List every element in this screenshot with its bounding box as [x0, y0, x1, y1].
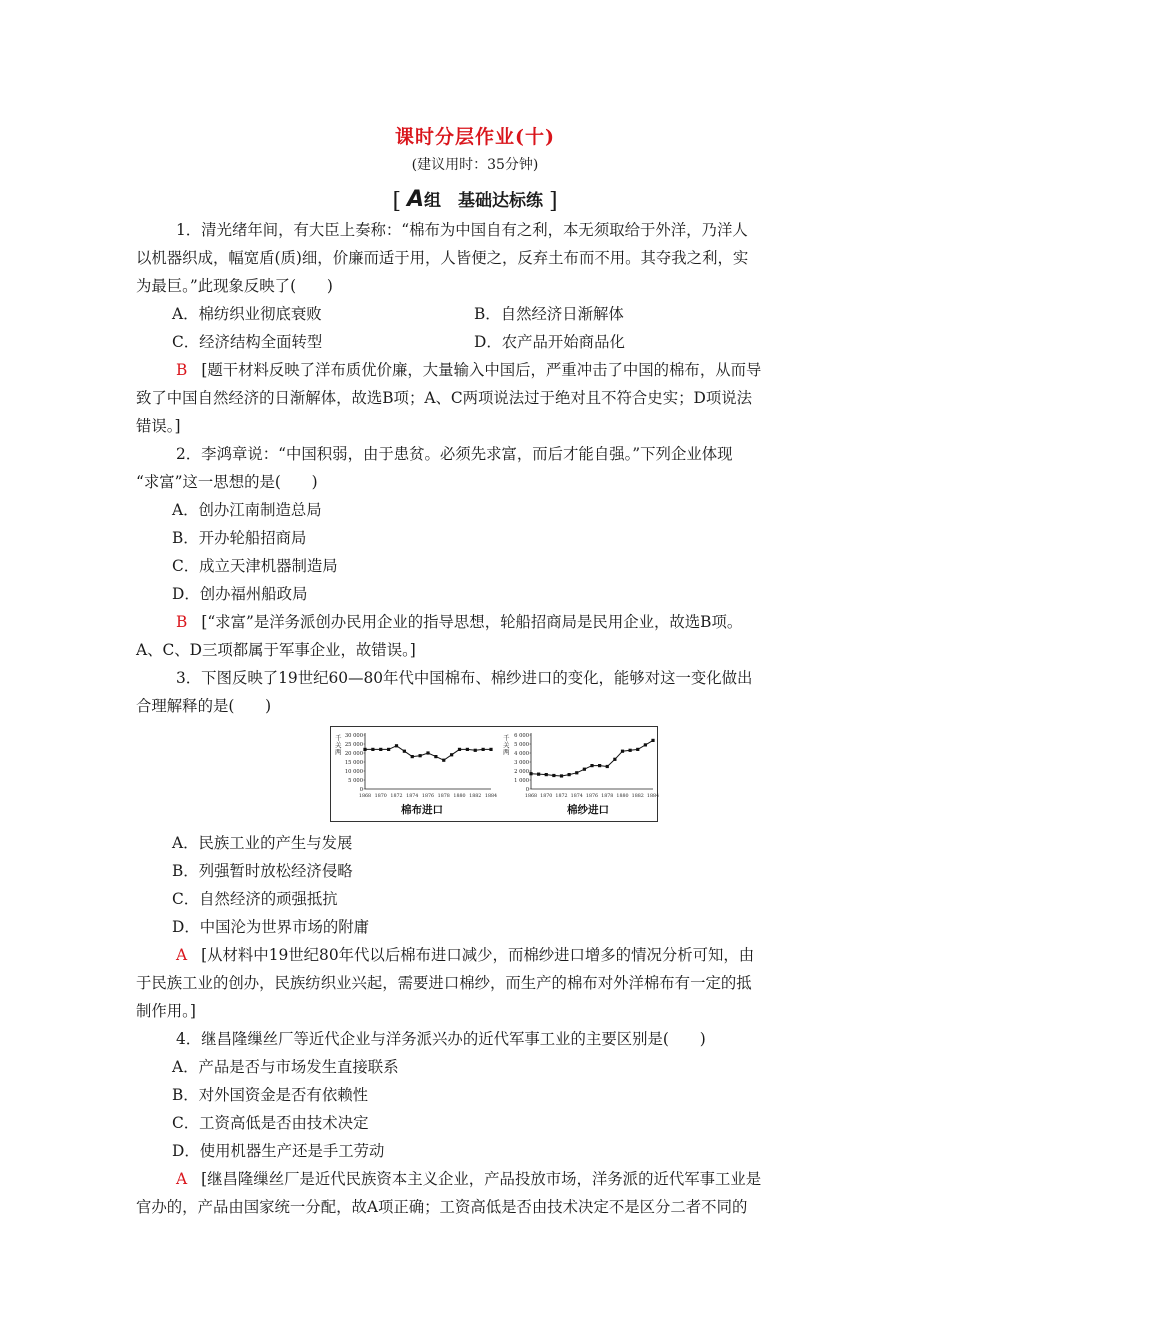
yarn-chart-title: 棉纱进口 — [567, 804, 609, 816]
cloth-data-point — [458, 748, 461, 751]
cloth-ytick-label: 0 — [359, 787, 363, 793]
yarn-xtick-label: 1878 — [601, 794, 614, 799]
q2-explanation-line-2: A、C、D三项都属于军事企业，故错误。] — [136, 641, 416, 659]
yarn-data-point — [545, 773, 548, 776]
cloth-ytick-label: 10 000 — [344, 769, 363, 775]
yarn-xtick-label: 1870 — [540, 794, 553, 799]
cloth-xtick-label: 1874 — [406, 794, 419, 799]
cloth-xtick-label: 1882 — [469, 794, 482, 799]
cloth-data-point — [411, 755, 414, 758]
q2-option-a: A．创办江南制造总局 — [172, 501, 322, 519]
yarn-data-point — [568, 773, 571, 776]
yarn-series-line — [531, 740, 653, 776]
q2-stem-line-2: “求富”这一思想的是( ) — [136, 473, 318, 491]
q2-option-b: B．开办轮船招商局 — [172, 529, 307, 547]
yarn-data-point — [636, 748, 639, 751]
cloth-data-point — [489, 748, 492, 751]
cloth-data-point — [466, 748, 469, 751]
yarn-ylabel-char: 两 — [503, 748, 510, 756]
group-label: 组 基础达标练 — [424, 191, 544, 211]
q3-stem-line-2: 合理解释的是( ) — [136, 697, 272, 715]
cloth-data-point — [434, 755, 437, 758]
group-letter: A — [406, 187, 425, 212]
cloth-ylabel-char: 两 — [335, 748, 342, 756]
cloth-data-point — [379, 748, 382, 751]
yarn-data-point — [644, 743, 647, 746]
q3-explanation-line-3: 制作用。] — [136, 1002, 196, 1020]
q4-option-d: D．使用机器生产还是手工劳动 — [172, 1142, 385, 1160]
q2-explanation-line-1 — [176, 612, 856, 632]
q3-explanation-text-1: [从材料中19世纪80年代以后棉布进口减少，而棉纱进口增多的情况分析可知，由 — [201, 946, 755, 964]
q4-stem-line-1: 4．继昌隆缫丝厂等近代企业与洋务派兴办的近代军事工业的主要区别是( ) — [176, 1030, 706, 1048]
q4-explanation-text-1: [继昌隆缫丝厂是近代民族资本主义企业，产品投放市场，洋务派的近代军事工业是 — [201, 1170, 762, 1188]
cloth-ytick-label: 25 000 — [344, 742, 363, 748]
cloth-xtick-label: 1868 — [358, 794, 372, 799]
yarn-xtick-label: 1880 — [616, 794, 629, 799]
import-charts-figure — [330, 726, 658, 822]
q3-option-a: A．民族工业的产生与发展 — [172, 834, 353, 852]
yarn-data-point — [537, 773, 540, 776]
cloth-ytick-label: 5 000 — [348, 778, 363, 784]
yarn-xtick-label: 1868 — [524, 794, 538, 799]
page-subtitle: (建议用时：35分钟) — [411, 157, 539, 173]
cloth-ytick-label: 30 000 — [344, 733, 363, 739]
q4-option-b: B．对外国资金是否有依赖性 — [172, 1086, 368, 1104]
page-title: 课时分层作业(十) — [395, 126, 555, 148]
q3-stem-line-1: 3．下图反映了19世纪60—80年代中国棉布、棉纱进口的变化，能够对这一变化做出 — [176, 669, 753, 687]
cloth-xtick-label: 1872 — [390, 794, 403, 799]
cloth-xtick-label: 1870 — [374, 794, 387, 799]
yarn-ytick-label: 5 000 — [514, 742, 529, 748]
q3-option-c: C．自然经济的顽强抵抗 — [172, 890, 338, 908]
yarn-data-point — [575, 771, 578, 774]
cloth-ytick-label: 15 000 — [344, 760, 363, 766]
yarn-ytick-label: 6 000 — [514, 733, 529, 739]
cloth-data-point — [450, 753, 453, 756]
q4-explanation-line-1 — [176, 1169, 856, 1189]
yarn-ytick-label: 0 — [525, 787, 529, 793]
q2-stem-line-1: 2．李鸿章说：“中国积弱，由于患贫。必须先求富，而后才能自强。”下列企业体现 — [176, 445, 733, 463]
cloth-data-point — [403, 750, 406, 753]
q4-option-c: C．工资高低是否由技术决定 — [172, 1114, 369, 1132]
yarn-data-point — [651, 739, 654, 742]
q1-option-c: C．经济结构全面转型 — [172, 333, 323, 351]
q3-option-d: D．中国沦为世界市场的附庸 — [172, 918, 370, 936]
yarn-data-point — [590, 764, 593, 767]
cloth-chart-title: 棉布进口 — [401, 804, 443, 816]
cloth-ylabel-char: 关 — [335, 741, 342, 749]
q4-explanation-line-2: 官办的，产品由国家统一分配，故A项正确；工资高低是否由技术决定不是区分二者不同的 — [136, 1198, 748, 1216]
group-header: [ A组 基础达标练 ] — [392, 187, 558, 214]
q1-explanation-line-2: 致了中国自然经济的日渐解体，故选B项；A、C两项说法过于绝对且不符合史实；D项说法 — [136, 389, 752, 407]
q1-option-a: A．棉纺织业彻底衰败 — [172, 305, 322, 323]
cloth-data-point — [426, 751, 429, 754]
yarn-ytick-label: 4 000 — [514, 751, 529, 757]
yarn-data-point — [606, 765, 609, 768]
cloth-xtick-label: 1876 — [421, 794, 435, 799]
cloth-data-point — [474, 749, 477, 752]
q1-answer: B — [176, 361, 188, 379]
yarn-data-point — [583, 768, 586, 771]
cloth-data-point — [363, 748, 366, 751]
q3-explanation-line-1 — [176, 945, 856, 965]
q3-explanation-line-2: 于民族工业的创办，民族纺织业兴起，需要进口棉纱，而生产的棉布对外洋棉布有一定的抵 — [136, 974, 752, 992]
q1-option-b: B．自然经济日渐解体 — [474, 305, 624, 323]
cloth-xtick-label: 1878 — [437, 794, 450, 799]
yarn-xtick-label: 1872 — [555, 794, 568, 799]
q1-stem-line-2: 以机器织成，幅宽盾(质)细，价廉而适于用，人皆便之，反弃土布而不用。其夺我之利，实 — [136, 249, 749, 267]
cloth-ytick-label: 20 000 — [344, 751, 363, 757]
cloth-data-point — [442, 759, 445, 762]
q2-answer: B — [176, 613, 188, 631]
cloth-ylabel-char: 千 — [335, 734, 342, 742]
cloth-xtick-label: 1884 — [484, 794, 498, 799]
q1-explanation-line-1 — [176, 360, 856, 380]
q4-option-a: A．产品是否与市场发生直接联系 — [172, 1058, 399, 1076]
q4-answer: A — [176, 1170, 188, 1188]
q1-option-d: D．农产品开始商品化 — [474, 333, 625, 351]
q2-option-d: D．创办福州船政局 — [172, 585, 308, 603]
cloth-data-point — [482, 748, 485, 751]
yarn-data-point — [598, 764, 601, 767]
yarn-data-point — [560, 774, 563, 777]
cloth-xtick-label: 1880 — [453, 794, 466, 799]
q1-explanation-text-1: [题干材料反映了洋布质优价廉，大量输入中国后，严重冲击了中国的棉布，从而导 — [201, 361, 762, 379]
yarn-xtick-label: 1876 — [585, 794, 599, 799]
import-charts-svg — [331, 727, 660, 821]
q1-stem-line-1: 1．清光绪年间，有大臣上奏称：“棉布为中国自有之利，本无须取给于外洋，乃洋人 — [176, 221, 748, 239]
yarn-xtick-label: 1874 — [570, 794, 583, 799]
yarn-data-point — [552, 774, 555, 777]
cloth-data-point — [395, 744, 398, 747]
yarn-ylabel-char: 关 — [503, 741, 510, 749]
yarn-data-point — [621, 750, 624, 753]
yarn-xtick-label: 1884 — [646, 794, 660, 799]
yarn-data-point — [613, 758, 616, 761]
q1-explanation-line-3: 错误。] — [136, 417, 181, 435]
cloth-data-point — [371, 748, 374, 751]
q1-stem-line-3: 为最巨。”此现象反映了( ) — [136, 277, 333, 295]
yarn-xtick-label: 1882 — [631, 794, 644, 799]
q2-explanation-text-1: [“求富”是洋务派创办民用企业的指导思想，轮船招商局是民用企业，故选B项。 — [201, 613, 743, 631]
yarn-ytick-label: 1 000 — [514, 778, 529, 784]
yarn-ytick-label: 2 000 — [514, 769, 529, 775]
cloth-data-point — [387, 748, 390, 751]
q3-option-b: B．列强暂时放松经济侵略 — [172, 862, 353, 880]
q3-answer: A — [176, 946, 188, 964]
yarn-data-point — [529, 772, 532, 775]
yarn-data-point — [629, 749, 632, 752]
cloth-data-point — [419, 754, 422, 757]
q2-option-c: C．成立天津机器制造局 — [172, 557, 338, 575]
yarn-ylabel-char: 千 — [503, 734, 510, 742]
yarn-ytick-label: 3 000 — [514, 760, 529, 766]
